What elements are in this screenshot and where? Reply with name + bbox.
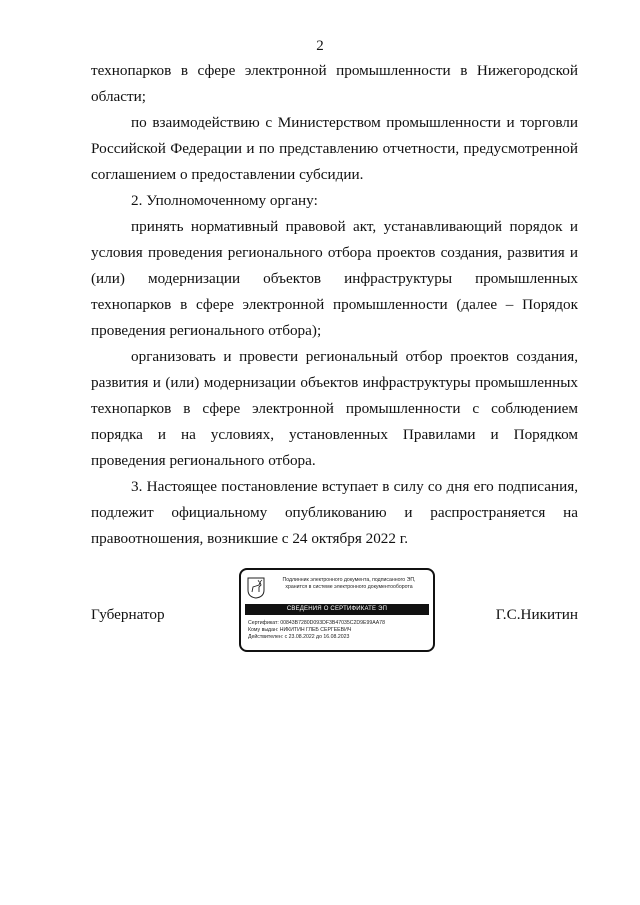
stamp-certificate-number: Сертификат: 00843B7280D093DF3B47035C2D9E99AA78: [248, 620, 385, 626]
signer-title: Губернатор: [91, 606, 165, 623]
paragraph-item-2-heading: 2. Уполномоченному органу:: [131, 192, 318, 209]
stamp-validity: Действителен: с 23.08.2022 до 16.08.2023: [248, 634, 350, 641]
stamp-owner: Кому выдан: НИКИТИН ГЛЕБ СЕРГЕЕВИЧ: [248, 627, 352, 634]
page-number: 2: [316, 38, 324, 54]
stamp-certificate-bar: СВЕДЕНИЯ О СЕРТИФИКАТЕ ЭП: [245, 604, 429, 615]
signer-name: Г.С.Никитин: [495, 606, 578, 623]
paragraph-continuation: технопарков в сфере электронной промышленности в Нижегородской области;: [91, 62, 578, 105]
document-body: [91, 58, 578, 552]
paragraph-organize-selection: организовать и провести региональный отбор проектов создания, развития и (или) модернизации объектов инфраструктуры промышленных технопарков в сфере электронной промышленности с соблюдением порядка и на условиях, установленных Правилами и Порядком проведения регионального отбора.: [91, 348, 578, 469]
paragraph-adopt-act: принять нормативный правовой акт, устанавливающий порядок и условия проведения регионального отбора проектов создания, развития и (или) модернизации объектов инфраструктуры промышленных технопарков в сфере электронной промышленности (далее – Порядок проведения регионального отбора);: [91, 218, 578, 339]
stamp-certificate-details: [248, 620, 430, 642]
deer-coat-of-arms-icon: [247, 577, 265, 599]
stamp-header-line-1: Подлинник электронного документа, подписанного ЭП,: [282, 577, 416, 583]
paragraph-ministry-interaction: по взаимодействию с Министерством промышленности и торговли Российской Федерации и по представлению отчетности, предусмотренной соглашением о предоставлении субсидии.: [91, 114, 578, 183]
signature-block: [91, 568, 578, 658]
stamp-header-line-2: хранится в системе электронного документооборота: [285, 584, 413, 590]
electronic-signature-stamp: [239, 568, 435, 652]
paragraph-item-3-effective: 3. Настоящее постановление вступает в силу со дня его подписания, подлежит официальному опубликованию и распространяется на правоотношения, возникшие с 24 октября 2022 г.: [91, 478, 578, 547]
stamp-header: [269, 577, 429, 591]
